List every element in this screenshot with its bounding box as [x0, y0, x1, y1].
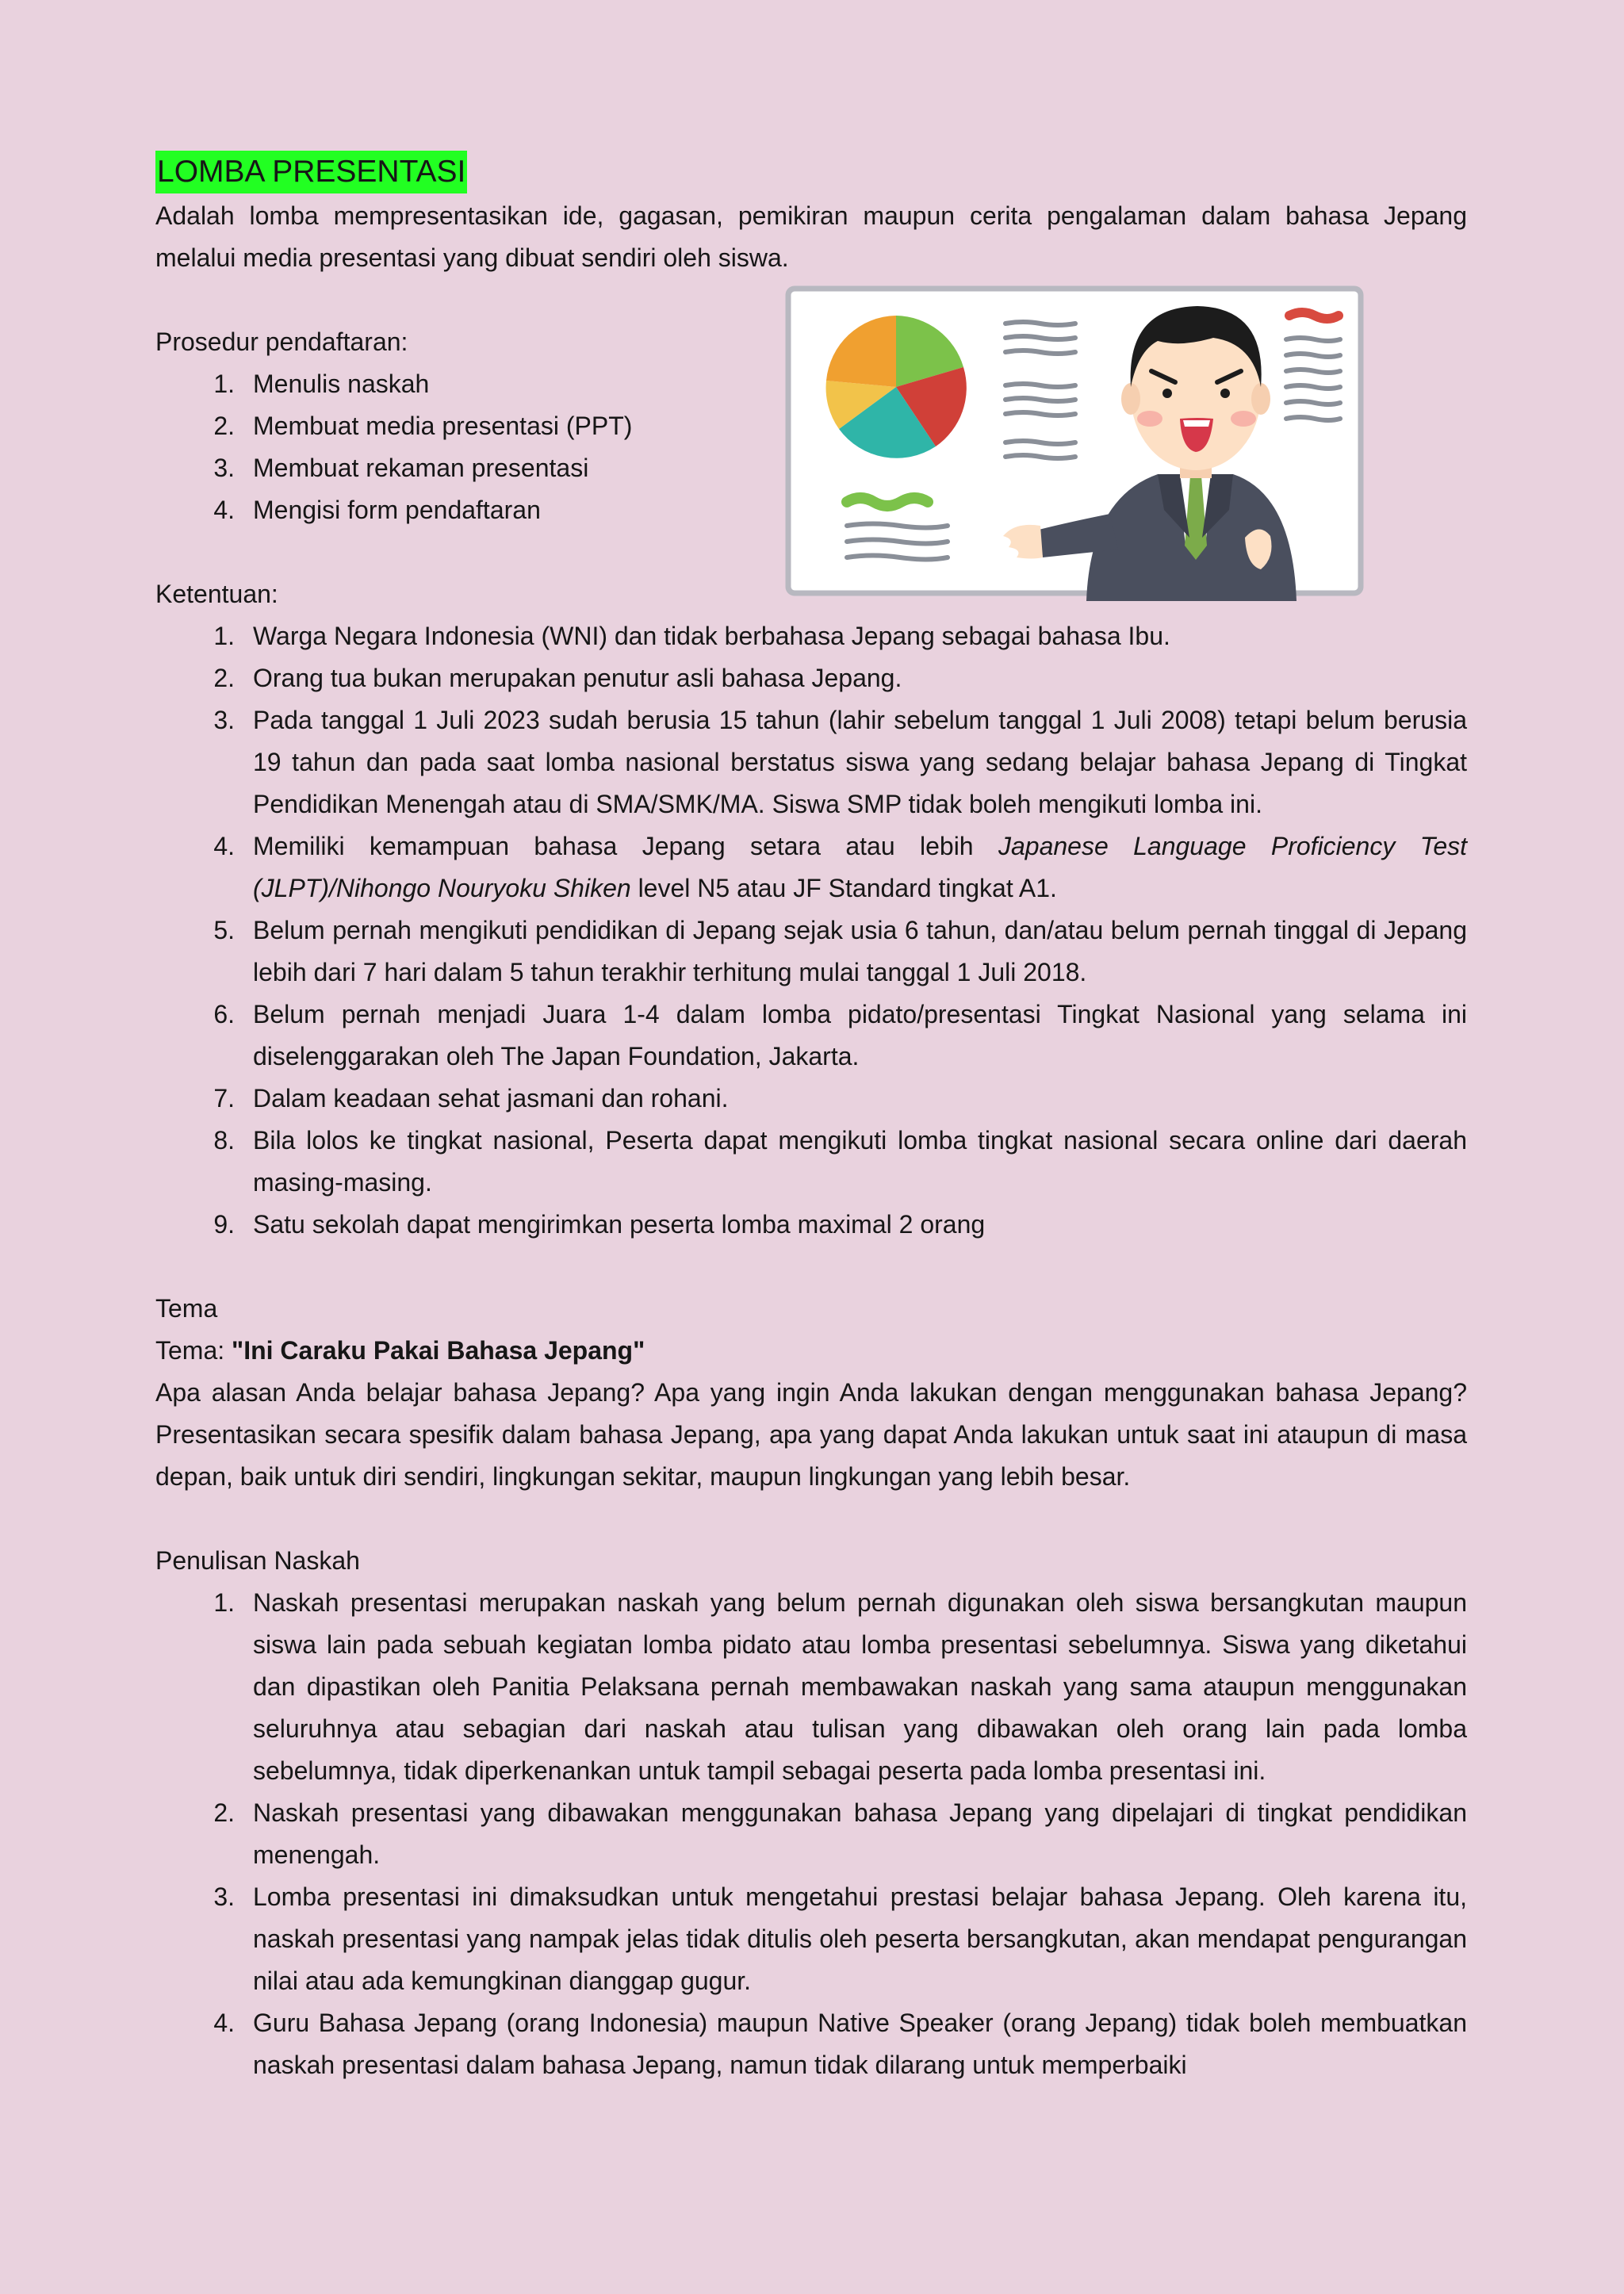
list-item-text: Membuat media presentasi (PPT) — [253, 412, 633, 440]
list-item — [155, 825, 1467, 910]
list-item — [155, 1792, 1467, 1876]
list-item-text: Satu sekolah dapat mengirimkan peserta lomba maximal 2 orang — [253, 1210, 986, 1239]
list-item — [155, 994, 1467, 1078]
list-item — [155, 1120, 1467, 1204]
list-item-text: Belum pernah menjadi Juara 1-4 dalam lomba pidato/presentasi Tingkat Nasional yang selama ini diselenggarakan oleh The Japan Foundation, Jakarta. — [253, 1000, 1467, 1070]
list-item-text: Bila lolos ke tingkat nasional, Peserta dapat mengikuti lomba tingkat nasional secara online dari daerah masing-masing. — [253, 1126, 1467, 1197]
list-number: 1. — [213, 1588, 235, 1617]
spacer — [155, 1246, 1467, 1288]
list-item — [155, 1876, 1467, 2002]
jlpt-name: Japanese Language Proficiency Test (JLPT)/Nihongo Nouryoku Shiken — [253, 832, 1468, 902]
pie-chart-icon — [826, 316, 967, 458]
prosedur-heading: Prosedur pendaftaran: — [155, 327, 408, 356]
list-number: 5. — [213, 916, 235, 944]
list-number: 1. — [213, 622, 235, 650]
list-item-text-post: level N5 atau JF Standard tingkat A1. — [630, 874, 1057, 902]
list-item-text: Dalam keadaan sehat jasmani dan rohani. — [253, 1084, 729, 1113]
list-item-text: Mengisi form pendaftaran — [253, 496, 541, 524]
spacer — [155, 1498, 1467, 1540]
list-number: 4. — [213, 2009, 235, 2037]
list-number: 2. — [213, 1798, 235, 1827]
list-item-text: Guru Bahasa Jepang (orang Indonesia) maupun Native Speaker (orang Jepang) tidak boleh membuatkan naskah presentasi dalam bahasa Jepang, namun tidak dilarang untuk memperbaiki — [253, 2009, 1467, 2079]
ketentuan-list — [155, 615, 1467, 1246]
list-item-text: Menulis naskah — [253, 370, 430, 398]
list-item — [155, 657, 1467, 699]
penulisan-heading: Penulisan Naskah — [155, 1546, 360, 1575]
list-item-text: Pada tanggal 1 Juli 2023 sudah berusia 15 tahun (lahir sebelum tanggal 1 Juli 2008) tetapi belum berusia 19 tahun dan pada saat lomba nasional berstatus siswa yang sedang belajar bahasa Jepang di Tingkat Pendidikan Menengah atau di SMA/SMK/MA. Siswa SMP tidak boleh mengikuti lomba ini. — [253, 706, 1467, 818]
list-number: 2. — [213, 664, 235, 692]
tema-heading: Tema — [155, 1294, 218, 1323]
list-item — [155, 1582, 1467, 1792]
list-item — [155, 1078, 1467, 1120]
list-item-text: Lomba presentasi ini dimaksudkan untuk mengetahui prestasi belajar bahasa Jepang. Oleh karena itu, naskah presentasi yang nampak jelas tidak ditulis oleh peserta bersangkutan, akan mendapat pengurangan nilai atau ada kemungkinan dianggap gugur. — [253, 1882, 1467, 1995]
list-item — [155, 699, 1467, 825]
list-item-text: Orang tua bukan merupakan penutur asli bahasa Jepang. — [253, 664, 902, 692]
list-item-text: Membuat rekaman presentasi — [253, 454, 589, 482]
list-number: 3. — [213, 1882, 235, 1911]
list-item-text: Warga Negara Indonesia (WNI) dan tidak berbahasa Jepang sebagai bahasa Ibu. — [253, 622, 1170, 650]
list-item-text: Naskah presentasi yang dibawakan menggunakan bahasa Jepang yang dipelajari di tingkat pendidikan menengah. — [253, 1798, 1467, 1869]
tema-line — [155, 1330, 1467, 1372]
tema-description: Apa alasan Anda belajar bahasa Jepang? Apa yang ingin Anda lakukan dengan menggunakan bahasa Jepang? Presentasikan secara spesifik dalam bahasa Jepang, apa yang dapat Anda lakukan untuk saat ini ataupun di masa depan, baik untuk diri sendiri, lingkungan sekitar, maupun lingkungan yang lebih besar. — [155, 1378, 1467, 1491]
list-number: 3. — [213, 454, 235, 482]
list-number: 6. — [213, 1000, 235, 1028]
intro-paragraph: Adalah lomba mempresentasikan ide, gagasan, pemikiran maupun cerita pengalaman dalam bahasa Jepang melalui media presentasi yang dibuat sendiri oleh siswa. — [155, 201, 1467, 272]
page-title: LOMBA PRESENTASI — [155, 151, 467, 193]
ketentuan-heading: Ketentuan: — [155, 580, 278, 608]
list-item-text-pre: Memiliki kemampuan bahasa Jepang setara atau lebih — [253, 832, 998, 860]
presenter-illustration-icon — [785, 284, 1365, 603]
list-item — [155, 615, 1467, 657]
list-number: 3. — [213, 706, 235, 734]
list-item-text: Naskah presentasi merupakan naskah yang belum pernah digunakan oleh siswa bersangkutan maupun siswa lain pada sebuah kegiatan lomba pidato atau lomba presentasi sebelumnya. Siswa yang diketahui dan dipastikan oleh Panitia Pelaksana pernah membawakan naskah yang sama ataupun menggunakan seluruhnya atau sebagian dari naskah atau tulisan yang dibawakan oleh orang lain pada lomba sebelumnya, tidak diperkenankan untuk tampil sebagai peserta pada lomba presentasi ini. — [253, 1588, 1467, 1785]
tema-label: Tema: — [155, 1336, 232, 1365]
list-number: 1. — [213, 370, 235, 398]
list-number: 7. — [213, 1084, 235, 1113]
list-number: 4. — [213, 832, 235, 860]
list-number: 4. — [213, 496, 235, 524]
list-number: 8. — [213, 1126, 235, 1155]
tema-value: "Ini Caraku Pakai Bahasa Jepang" — [232, 1336, 645, 1365]
list-number: 2. — [213, 412, 235, 440]
list-number: 9. — [213, 1210, 235, 1239]
list-item — [155, 910, 1467, 994]
penulisan-list — [155, 1582, 1467, 2086]
list-item — [155, 1204, 1467, 1246]
list-item-text: Belum pernah mengikuti pendidikan di Jepang sejak usia 6 tahun, dan/atau belum pernah tinggal di Jepang lebih dari 7 hari dalam 5 tahun terakhir terhitung mulai tanggal 1 Juli 2018. — [253, 916, 1467, 986]
list-item — [155, 2002, 1467, 2086]
